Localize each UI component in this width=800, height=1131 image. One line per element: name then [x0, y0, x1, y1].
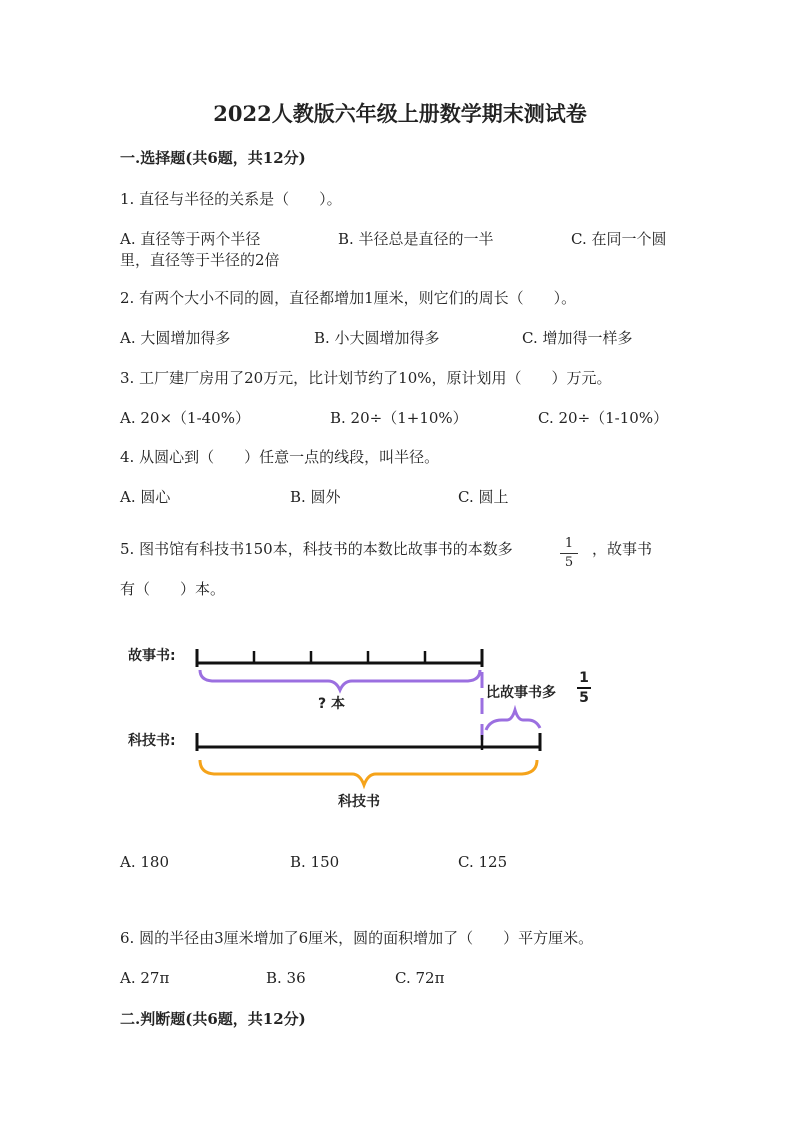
diagram-sci-total-label: 科技书 — [338, 794, 380, 810]
q5-option-a: A. 180 — [120, 853, 169, 871]
diagram-fraction-bar — [577, 687, 591, 689]
q2-option-c: C. 增加得一样多 — [522, 329, 633, 347]
q2-stem: 2. 有两个大小不同的圆，直径都增加1厘米，则它们的周长（ ）。 — [120, 289, 577, 307]
q3-option-b: B. 20÷（1+10%） — [330, 409, 468, 427]
q6-option-a: A. 27π — [120, 969, 170, 987]
q4-option-b: B. 圆外 — [290, 488, 341, 506]
q6-stem: 6. 圆的半径由3厘米增加了6厘米，圆的面积增加了（ ）平方厘米。 — [120, 929, 594, 947]
story-brace — [200, 670, 480, 690]
diagram-more-label: 比故事书多 — [486, 685, 556, 701]
q1-option-a: A. 直径等于两个半径 — [120, 230, 261, 248]
q3-stem: 3. 工厂建厂房用了20万元，比计划节约了10%，原计划用（ ）万元。 — [120, 369, 612, 387]
diagram-unknown-label: ? 本 — [318, 696, 345, 712]
q5-option-c: C. 125 — [458, 853, 508, 871]
page-title: 2022人教版六年级上册数学期末测试卷 — [213, 101, 587, 126]
q5-stem-part2: ，故事书 — [592, 540, 653, 558]
q1-stem: 1. 直径与半径的关系是（ ）。 — [120, 190, 342, 208]
q3-option-a: A. 20×（1-40%） — [120, 409, 250, 427]
q3-option-c: C. 20÷（1-10%） — [538, 409, 669, 427]
extra-brace — [486, 710, 540, 730]
q5-fraction-denominator: 5 — [564, 555, 574, 570]
q1-option-b: B. 半径总是直径的一半 — [338, 230, 494, 248]
q6-option-c: C. 72π — [395, 969, 445, 987]
q4-option-a: A. 圆心 — [120, 488, 171, 506]
q4-stem: 4. 从圆心到（ ）任意一点的线段，叫半径。 — [120, 448, 440, 466]
q5-fraction-numerator: 1 — [564, 536, 574, 551]
q4-option-c: C. 圆上 — [458, 488, 509, 506]
q2-option-a: A. 大圆增加得多 — [120, 329, 231, 347]
diagram-label-sci: 科技书: — [128, 733, 176, 749]
section-2-heading: 二.判断题(共6题，共12分) — [120, 1010, 306, 1028]
q5-stem-part1: 5. 图书馆有科技书150本，科技书的本数比故事书的本数多 — [120, 540, 513, 558]
diagram-label-story: 故事书: — [128, 648, 176, 664]
sci-brace — [200, 760, 537, 785]
q5-stem-part3: 有（ ）本。 — [120, 580, 226, 598]
q5-option-b: B. 150 — [290, 853, 340, 871]
q1-option-c-continued: 里，直径等于半径的2倍 — [120, 251, 280, 269]
q1-option-c: C. 在同一个圆 — [571, 230, 667, 248]
q2-option-b: B. 小大圆增加得多 — [314, 329, 440, 347]
diagram-fraction — [577, 670, 591, 706]
q6-option-b: B. 36 — [266, 969, 306, 987]
section-1-heading: 一.选择题(共6题，共12分) — [120, 149, 306, 167]
diagram-fraction-denominator: 5 — [579, 690, 589, 706]
diagram-fraction-numerator: 1 — [579, 670, 589, 686]
